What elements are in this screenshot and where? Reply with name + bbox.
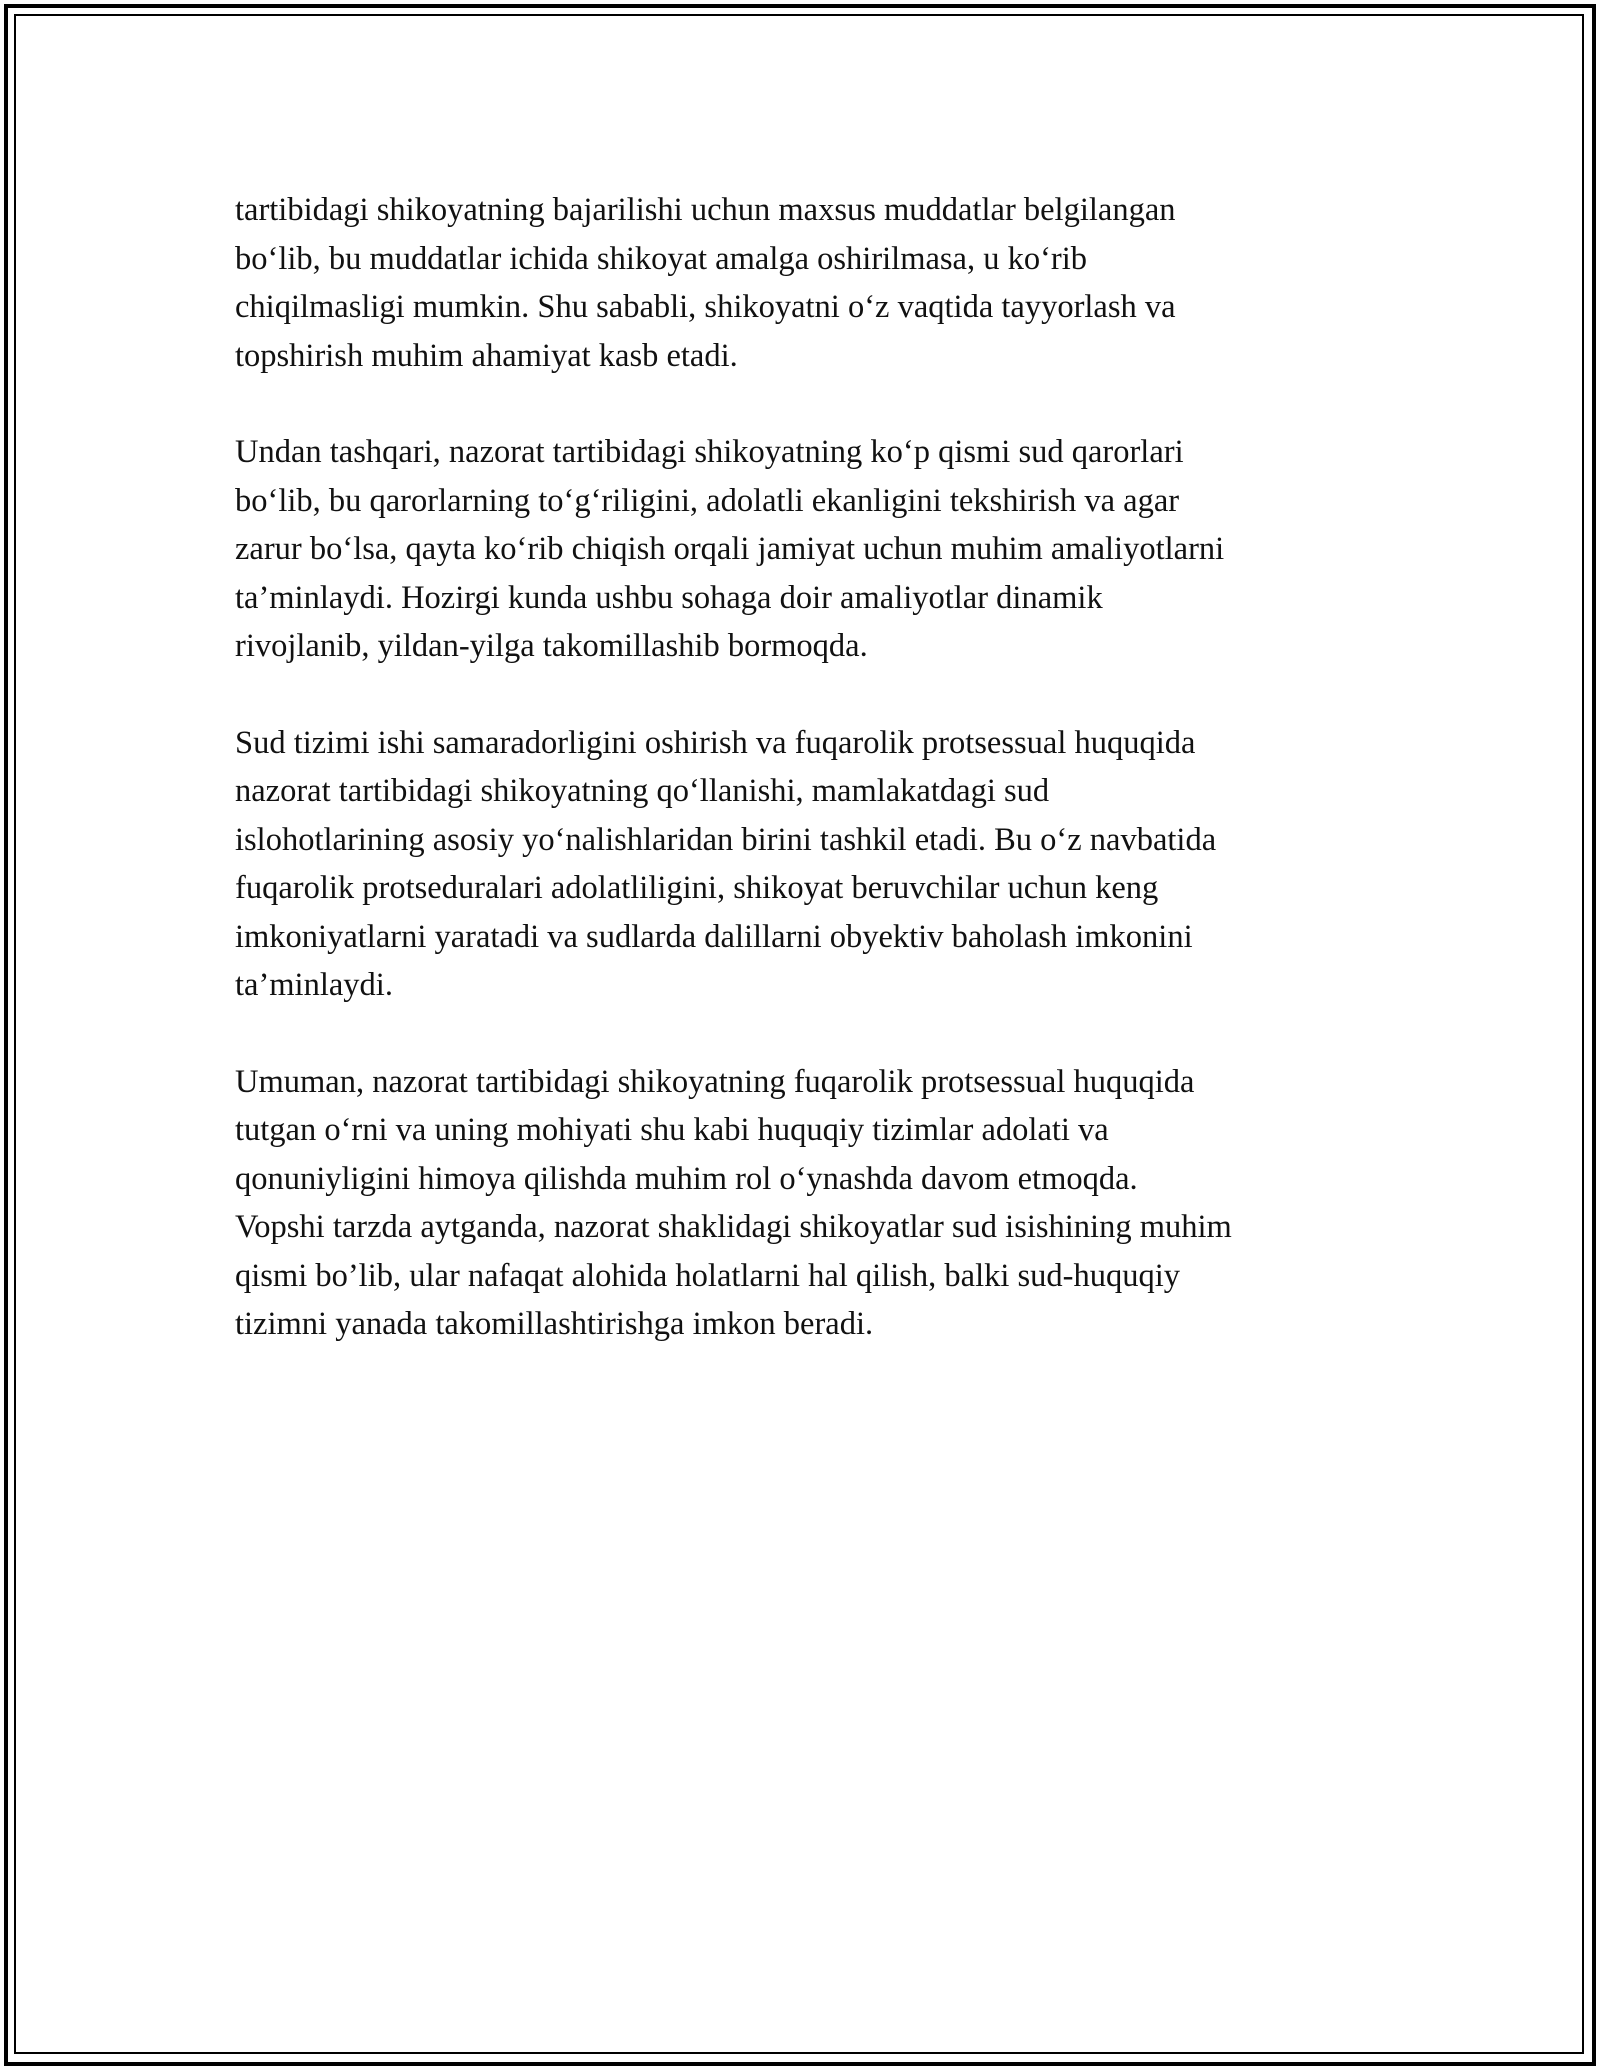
paragraph-2: Undan tashqari, nazorat tartibidagi shikoyatning ko‘p qismi sud qarorlari bo‘lib, bu qarorlarning to‘g‘riligini, adolatli ekanligini tekshirish va agar zarur bo‘lsa, qayta ko‘rib chiqish orqali jamiyat uchun muhim amaliyotlarni ta’minlaydi. Hozirgi kunda ushbu sohaga doir amaliyotlar dinamik rivojlanib, yildan-yilga takomillashib bormoqda. <box>235 434 1225 664</box>
paragraph-1: tartibidagi shikoyatning bajarilishi uchun maxsus muddatlar belgilangan bo‘lib, bu muddatlar ichida shikoyat amalga oshirilmasa, u ko‘rib chiqilmasligi mumkin. Shu sababli, shikoyatni o‘z vaqtida tayyorlash va topshirish muhim ahamiyat kasb etadi. <box>235 192 1176 374</box>
paragraph-3: Sud tizimi ishi samaradorligini oshirish va fuqarolik protsessual huquqida nazorat tartibidagi shikoyatning qo‘llanishi, mamlakatdagi sud islohotlarining asosiy yo‘nalishlaridan birini tashkil etadi. Bu o‘z navbatida fuqarolik protseduralari adolatliligini, shikoyat beruvchilar uchun keng imkoniyatlarni yaratadi va sudlarda dalillarni obyektiv baholash imkonini ta’minlaydi. <box>235 724 1217 1003</box>
paragraph-4: Umuman, nazorat tartibidagi shikoyatning fuqarolik protsessual huquqida tutgan o‘rni va uning mohiyati shu kabi huquqiy tizimlar adolati va qonuniyligini himoya qilishda muhim rol o‘ynashda davom etmoqda. Vopshi tarzda aytganda, nazorat shaklidagi shikoyatlar sud isishining muhim qismi bo’lib, ular nafaqat alohida holatlarni hal qilish, balki sud-huquqiy tizimni yanada takomillashtirishga imkon beradi. <box>235 1063 1232 1342</box>
document-body <box>235 186 1405 1349</box>
